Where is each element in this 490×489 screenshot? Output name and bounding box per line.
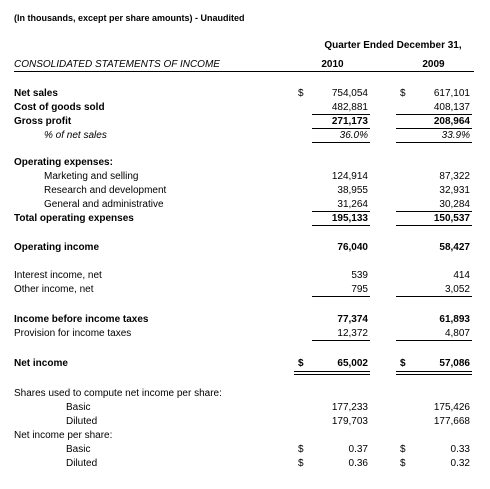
year-2010-header: 2010 — [321, 59, 344, 70]
row-label-provision: Provision for income taxes — [14, 328, 132, 339]
row-label-ga: General and administrative — [44, 199, 164, 210]
value-2009: 57,086 — [439, 358, 470, 369]
row-label-net-sales: Net sales — [14, 88, 58, 99]
section-header-opex: Operating expenses: — [14, 157, 113, 168]
total-double-rule — [294, 371, 370, 375]
row-label-cogs: Cost of goods sold — [14, 102, 105, 113]
value-2009: 4,807 — [444, 328, 470, 339]
subtotal-rule — [396, 114, 472, 115]
value-2010: 124,914 — [331, 171, 368, 182]
value-2009: 414 — [453, 270, 470, 281]
row-label-pct-net-sales: % of net sales — [44, 130, 107, 141]
currency-symbol: $ — [400, 444, 406, 455]
section-header-shares: Shares used to compute net income per share: — [14, 388, 222, 399]
value-2009: 408,137 — [433, 102, 470, 113]
subtotal-rule — [396, 128, 472, 129]
row-label-gross-profit: Gross profit — [14, 116, 72, 127]
period-header: Quarter Ended December 31, — [324, 40, 462, 51]
row-label-total-opex: Total operating expenses — [14, 213, 134, 224]
row-label-operating-income: Operating income — [14, 242, 100, 253]
value-2010: 795 — [351, 284, 368, 295]
value-2009: 3,052 — [444, 284, 470, 295]
currency-symbol: $ — [400, 458, 406, 469]
units-note: (In thousands, except per share amounts) - Unaudited — [14, 13, 245, 23]
value-2010: 271,173 — [331, 116, 368, 127]
row-label-eps-basic: Basic — [66, 444, 91, 455]
value-2009: 150,537 — [433, 213, 470, 224]
value-2009: 208,964 — [433, 116, 470, 127]
value-2009: 175,426 — [433, 402, 470, 413]
row-label-marketing: Marketing and selling — [44, 171, 139, 182]
subtotal-rule — [396, 225, 472, 226]
subtotal-rule — [312, 296, 370, 297]
subtotal-rule — [312, 128, 370, 129]
value-2010: 195,133 — [331, 213, 368, 224]
value-2009: 61,893 — [439, 314, 470, 325]
value-2010: 177,233 — [331, 402, 368, 413]
subtotal-rule — [396, 296, 472, 297]
row-label-income-before-tax: Income before income taxes — [14, 314, 149, 325]
row-label-rnd: Research and development — [44, 185, 167, 196]
subtotal-rule — [312, 225, 370, 226]
value-2010: 38,955 — [337, 185, 368, 196]
currency-symbol: $ — [298, 88, 304, 99]
subtotal-rule — [396, 142, 472, 143]
subtotal-rule — [312, 340, 370, 341]
value-2010: 754,054 — [331, 88, 368, 99]
value-2010: 76,040 — [337, 242, 368, 253]
total-double-rule — [396, 371, 472, 375]
currency-symbol: $ — [400, 88, 406, 99]
row-label-other-income: Other income, net — [14, 284, 94, 295]
value-2010: 12,372 — [337, 328, 368, 339]
row-label-shares-diluted: Diluted — [66, 416, 98, 427]
subtotal-rule — [312, 114, 370, 115]
section-header-eps: Net income per share: — [14, 430, 113, 441]
currency-symbol: $ — [400, 358, 406, 369]
row-label-interest-income: Interest income, net — [14, 270, 102, 281]
statement-title: CONSOLIDATED STATEMENTS OF INCOME — [14, 59, 220, 70]
value-2009: 58,427 — [439, 242, 470, 253]
row-label-net-income: Net income — [14, 358, 68, 369]
value-2010: 77,374 — [337, 314, 368, 325]
row-label-shares-basic: Basic — [66, 402, 91, 413]
subtotal-rule — [396, 340, 472, 341]
header-rule — [14, 71, 474, 72]
subtotal-rule — [312, 142, 370, 143]
currency-symbol: $ — [298, 458, 304, 469]
row-label-eps-diluted: Diluted — [66, 458, 98, 469]
value-2009: 30,284 — [439, 199, 470, 210]
value-2010: 65,002 — [337, 358, 368, 369]
value-2009: 87,322 — [439, 171, 470, 182]
value-2009: 0.33 — [450, 444, 470, 455]
value-2010: 0.36 — [348, 458, 368, 469]
value-2010: 482,881 — [331, 102, 368, 113]
currency-symbol: $ — [298, 444, 304, 455]
value-2010: 31,264 — [337, 199, 368, 210]
value-2009: 0.32 — [450, 458, 470, 469]
currency-symbol: $ — [298, 358, 304, 369]
value-2010: 36.0% — [339, 130, 368, 141]
value-2010: 539 — [351, 270, 368, 281]
year-2009-header: 2009 — [422, 59, 445, 70]
value-2010: 179,703 — [331, 416, 368, 427]
subtotal-rule — [396, 211, 472, 212]
value-2009: 177,668 — [433, 416, 470, 427]
value-2009: 617,101 — [433, 88, 470, 99]
value-2010: 0.37 — [348, 444, 368, 455]
value-2009: 33.9% — [441, 130, 470, 141]
value-2009: 32,931 — [439, 185, 470, 196]
subtotal-rule — [312, 211, 370, 212]
